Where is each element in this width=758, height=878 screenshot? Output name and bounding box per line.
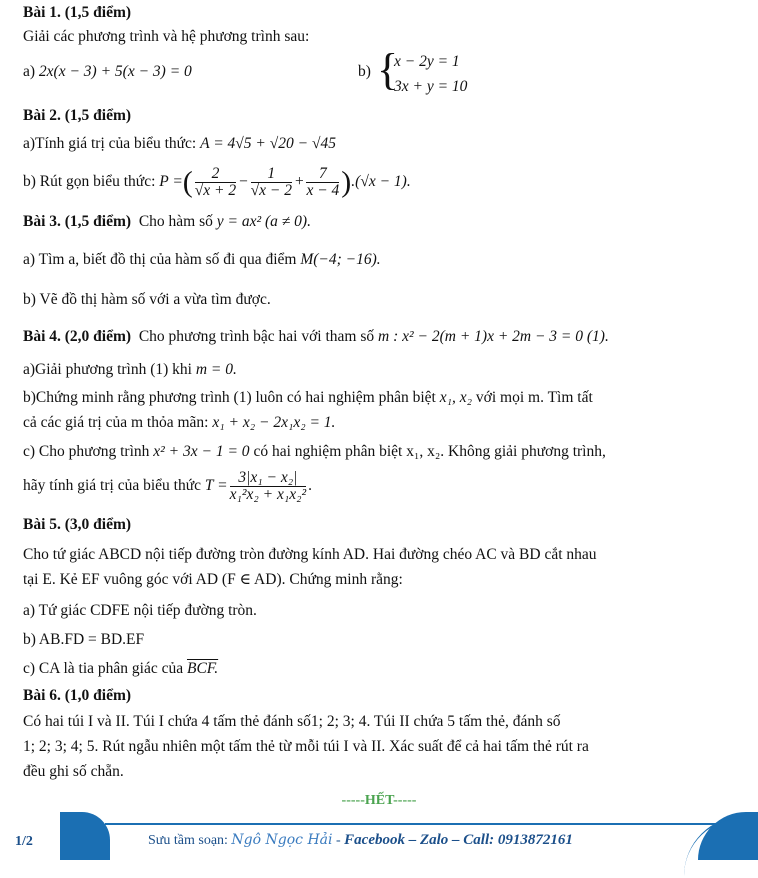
b5-b: b) AB.FD = BD.EF <box>23 631 145 648</box>
b4-b2-text: cả các giá trị của m thỏa mãn: <box>23 414 209 431</box>
credit-prefix: Sưu tầm soạn: <box>148 833 228 848</box>
b1-a-equation: 2x(x − 3) + 5(x − 3) = 0 <box>38 63 192 80</box>
b4-title: Bài 4. (2,0 điểm) <box>23 328 132 345</box>
b6-title: Bài 6. (1,0 điểm) <box>23 687 132 704</box>
b4-b1-text: b)Chứng minh rằng phương trình (1) luôn có hai nghiệm phân biệt <box>23 389 436 406</box>
system-brace: { <box>377 45 399 94</box>
b2-part-a <box>23 134 336 154</box>
footer-rule <box>105 823 718 825</box>
fraction-2: $\frac{1}{√x - 2}$ <box>250 165 292 199</box>
b4-c1-tail: có hai nghiệm phân biệt x₁, x₂. Không giải phương trình, <box>253 443 606 460</box>
footer-credit: Sưu tầm soạn: Ngô Ngọc Hải - Facebook – Zalo – Call: 0913872161 <box>148 832 573 848</box>
b5-a: a) Tứ giác CDFE nội tiếp đường tròn. <box>23 602 257 619</box>
b4-b2-equation: x₁ + x₂ − 2x₁x₂ = 1. <box>212 414 336 431</box>
contact-info: Facebook – Zalo – Call: 0913872161 <box>344 832 573 848</box>
b2-b-lhs: P = <box>159 173 183 191</box>
b3-part-b: b) Vẽ đồ thị hàm số với a vừa tìm được. <box>23 291 271 308</box>
b2-part-b: b) Rút gọn biểu thức: P =( $\frac{2}{√x + 2}$ − $\frac{1}{√x - 2}$ + $\frac{7}{x - 4}$ ).(√x − 1). <box>23 165 411 199</box>
b5-c-text: c) CA là tia phân giác của <box>23 660 184 677</box>
b4-a-text: a)Giải phương trình (1) khi <box>23 361 192 378</box>
b3-part-a <box>23 250 381 270</box>
b4-c1-equation: x² + 3x − 1 = 0 <box>153 443 250 460</box>
b6-p1: Có hai túi I và II. Túi I chứa 4 tấm thẻ đánh số1; 2; 3; 4. Túi II chứa 5 tấm thẻ, đánh số <box>23 713 561 730</box>
b6-p2: 1; 2; 3; 4; 5. Rút ngẫu nhiên một tấm thẻ từ mỗi túi I và II. Xác suất để cả hai tấm thẻ rút ra <box>23 738 589 755</box>
b3-header <box>23 212 311 232</box>
fraction-1: $\frac{2}{√x + 2}$ <box>194 165 237 199</box>
b4-intro: Cho phương trình bậc hai với tham số <box>138 328 375 345</box>
b4-c2-lhs: T = <box>204 477 228 495</box>
b5-p1: Cho tứ giác ABCD nội tiếp đường tròn đường kính AD. Hai đường chéo AC và BD cắt nhau <box>23 546 597 563</box>
b5-p2: tại E. Kẻ EF vuông góc với AD (F ∈ AD). Chứng minh rằng: <box>23 571 403 588</box>
b4-c1-text: c) Cho phương trình <box>23 443 150 460</box>
b2-a-text: a)Tính giá trị của biểu thức: <box>23 135 197 152</box>
b2-b-text: b) Rút gọn biểu thức: <box>23 173 156 191</box>
b3-intro: Cho hàm số <box>138 213 213 230</box>
b2-b-tail: .(√x − 1). <box>351 173 411 191</box>
fraction-3: $\frac{7}{x - 4}$ <box>306 165 340 199</box>
b3-title: Bài 3. (1,5 điểm) <box>23 213 132 230</box>
footer-tab-right <box>698 812 758 860</box>
b1-b-label: b) <box>358 63 371 80</box>
b2-title: Bài 2. (1,5 điểm) <box>23 107 132 124</box>
b4-c2-fraction: $\frac{\text{3|x₁ − x₂|}}{\text{x₁²x₂ + x₁x₂²}}$ <box>229 469 307 503</box>
b4-a-condition: m = 0. <box>195 361 237 378</box>
end-marker: -----HẾT----- <box>341 793 417 808</box>
b2-a-expression: A = 4√5 + √20 − √45 <box>200 135 336 152</box>
footer-tab-left <box>60 812 110 860</box>
b4-part-b-line1 <box>23 388 593 408</box>
b3-a-point: M(−4; −16). <box>300 251 381 268</box>
b4-part-b-line2 <box>23 413 335 433</box>
b4-c2-text: hãy tính giá trị của biểu thức <box>23 477 201 495</box>
author-signature: Ngô Ngọc Hải <box>231 832 333 848</box>
b1-b-eq2: 3x + y = 10 <box>394 78 468 95</box>
b5-title: Bài 5. (3,0 điểm) <box>23 516 132 533</box>
b1-a-label: a) <box>23 63 36 80</box>
b4-part-c-line1 <box>23 442 606 462</box>
b4-part-a <box>23 360 237 380</box>
b4-part-c-line2: hãy tính giá trị của biểu thức T = $\frac{\text{3|x₁ − x₂|}}{\text{x₁²x₂ + x₁x₂²}}$ . <box>23 469 313 503</box>
b1-part-a <box>23 62 192 82</box>
b1-intro: Giải các phương trình và hệ phương trình sau: <box>23 28 310 45</box>
page-number: 1/2 <box>15 834 33 849</box>
b3-a-text: a) Tìm a, biết đồ thị của hàm số đi qua điểm <box>23 251 297 268</box>
b4-b1-vars: x₁, x₂ <box>439 389 473 406</box>
b4-b1-tail: với mọi m. Tìm tất <box>475 389 593 406</box>
b4-header <box>23 327 609 347</box>
b4-equation: m : x² − 2(m + 1)x + 2m − 3 = 0 (1). <box>378 328 609 345</box>
b6-p3: đều ghi số chẵn. <box>23 763 124 780</box>
b3-function: y = ax² (a ≠ 0). <box>216 213 311 230</box>
b1-title: Bài 1. (1,5 điểm) <box>23 4 132 21</box>
b5-c <box>23 659 218 679</box>
b1-b-eq1: x − 2y = 1 <box>394 53 460 70</box>
b5-c-angle: BCF. <box>186 660 219 677</box>
